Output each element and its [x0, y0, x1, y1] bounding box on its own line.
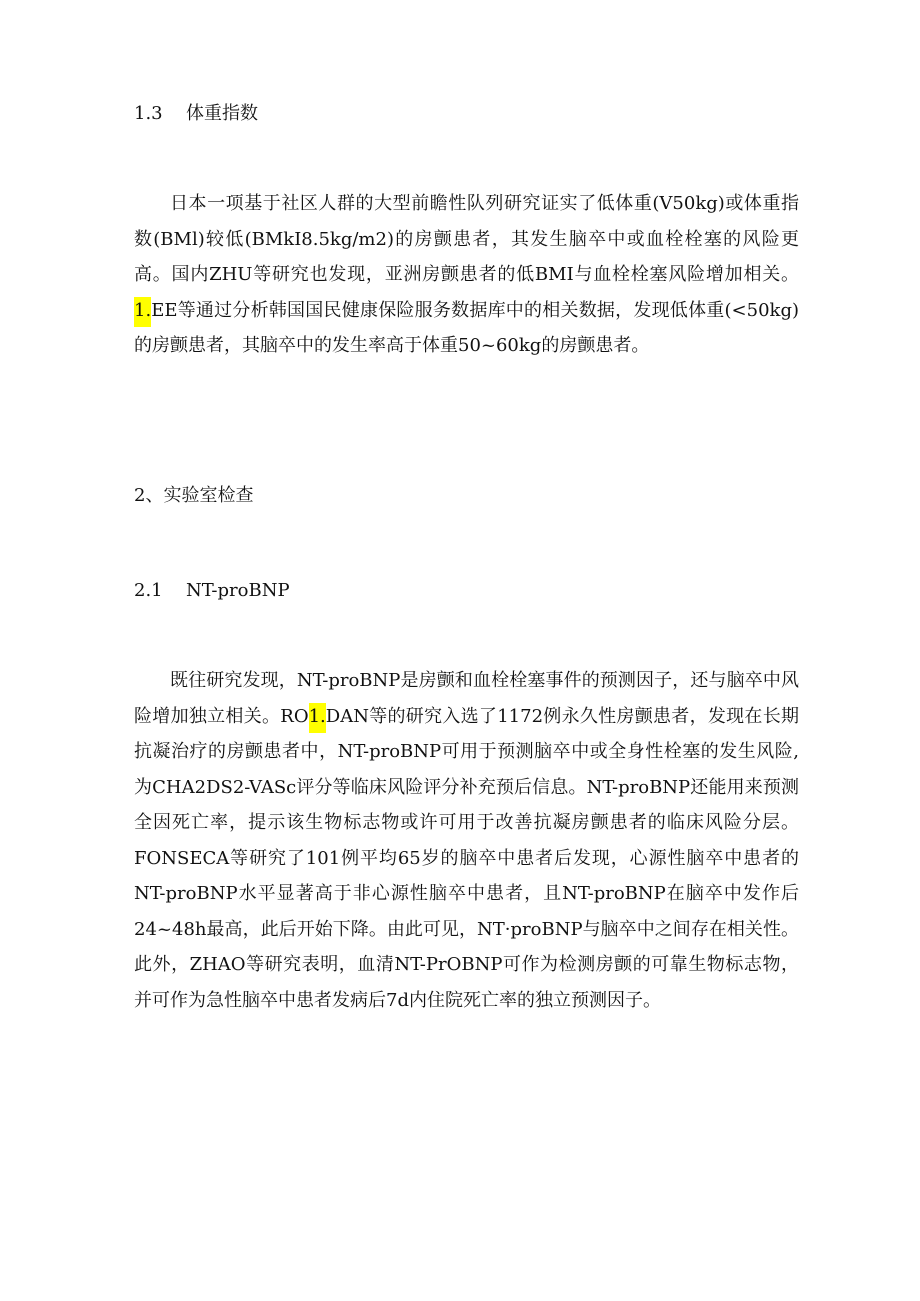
section-2-heading — [134, 484, 253, 508]
highlighted-text: 1. — [309, 703, 326, 733]
section-2-1-heading — [134, 579, 290, 603]
section-1-3-heading — [134, 102, 258, 126]
section-2-1-number: 2.1 — [134, 580, 163, 601]
section-1-3-paragraph — [134, 186, 799, 364]
paragraph-text: DAN等的研究入选了1172例永久性房颤患者，发现在长期抗凝治疗的房颤患者中，NT-proBNP可用于预测脑卒中或全身性栓塞的发生风险,为CHA2DS2-VASc评分等临床风险评分补充预后信息。NT-proBNP还能用来预测全因死亡率，提示该生物标志物或许可用于改善抗凝房颤患者的临床风险分层。FONSECA等研究了101例平均65岁的脑卒中患者后发现，心源性脑卒中患者的NT-proBNP水平显著高于非心源性脑卒中患者，且NT-proBNP在脑卒中发作后24~48h最高，此后开始下降。由此可见，NT·proBNP与脑卒中之间存在相关性。此外，ZHAO等研究表明，血清NT-PrOBNP可作为检测房颤的可靠生物标志物，并可作为急性脑卒中患者发病后7d内住院死亡率的独立预测因子。 — [134, 705, 799, 1011]
section-2-1-title: NT-proBNP — [186, 580, 290, 601]
paragraph-text: EE等通过分析韩国国民健康保险服务数据库中的相关数据，发现低体重(<50kg)的房颤患者，其脑卒中的发生率高于体重50~60kg的房颤患者。 — [134, 299, 799, 356]
section-1-3-title: 体重指数 — [186, 103, 258, 124]
section-2-1-paragraph — [134, 663, 799, 1018]
section-1-3-number: 1.3 — [134, 103, 163, 124]
section-2-title: 2、实验室检查 — [134, 485, 254, 506]
paragraph-text: 既往研究发现，NT-proBNP是房颤和血栓栓塞事件的预测因子，还与脑卒中风险增加独立相关。RO — [134, 670, 799, 727]
highlighted-text: 1. — [134, 297, 151, 327]
paragraph-text: 日本一项基于社区人群的大型前瞻性队列研究证实了低体重(V50kg)或体重指数(BMl)较低(BMkI8.5kg/m2)的房颤患者，其发生脑卒中或血栓栓塞的风险更高。国内ZHU等研究也发现，亚洲房颤患者的低BMI与血栓栓塞风险增加相关。 — [134, 193, 799, 285]
